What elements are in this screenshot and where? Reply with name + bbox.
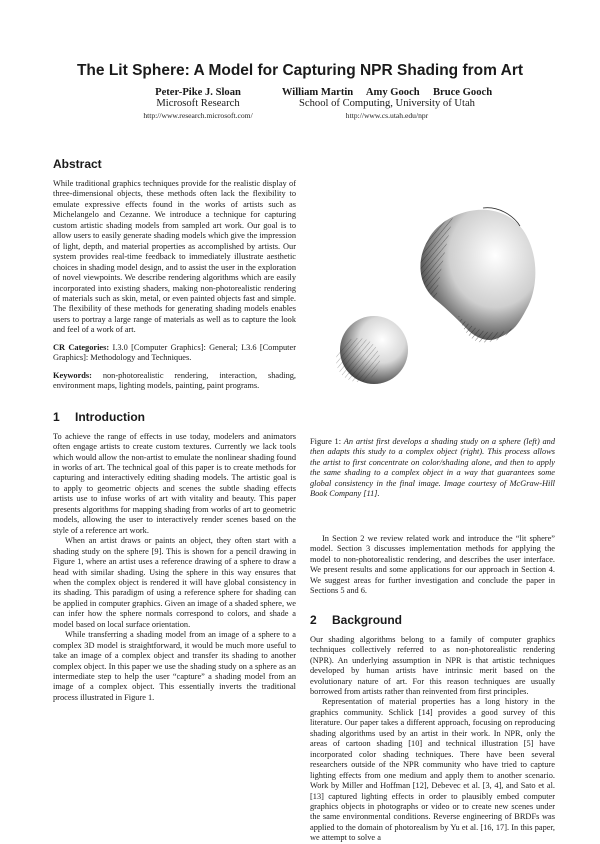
intro-paragraph-1: To achieve the range of effects in use today, modelers and animators often engage artists to create custom textures. Currently we lack tools which would allow the non-artist to emulate the nonlinear shading found in works of art. The technical goal of this paper is to create methods for capturing and interactively editing shading models. The artistic goal is to apply to geometric objects and scenes the subtle shading effects artists use to infuse works of art with vitality and beauty. This paper presents algorithms for mapping shading from works of art to geometric models, allowing the user to interactively render scenes based on the style of a reference art work. — [53, 431, 296, 535]
section-overview — [310, 534, 555, 597]
keywords-label: Keywords: — [53, 370, 92, 380]
sphere-shadow — [336, 338, 380, 382]
right-column — [310, 437, 555, 500]
figure-1-image — [308, 160, 558, 430]
overview-paragraph: In Section 2 we review related work and introduce the “lit sphere” model. Section 3 discusses implementation methods for applying the model to non-photorealistic rendering, and describes the user interface. We present results and some applications for our approach in Section 4. We suggest areas for further investigation and conclude the paper in Sections 5 and 6. — [310, 534, 555, 596]
background-title: Background — [332, 612, 403, 627]
intro-number: 1 — [53, 409, 60, 424]
url-left: http://www.research.microsoft.com/ — [143, 111, 253, 120]
author-block-right — [272, 87, 502, 120]
background-number: 2 — [310, 612, 317, 627]
abstract-paragraph: While traditional graphics techniques provide for the realistic display of three-dimensional objects, these methods often lack the flexibility to emulate expressive effects found in the works of artists such as Michelangelo and Cezanne. We introduce a technique for capturing custom artistic shading models from sampled art work. Our goal is to allow users to easily generate shading models which give the impression of light, depth, and material properties as accomplished by artists. Our system provides real-time feedback to immediately illustrate aesthetic choices in shading model design, and to assist the user in the exploration of novel viewpoints. We describe rendering algorithms which are easily incorporated into existing shaders, making non-photorealistic rendering of materials such as skin, metal, or even painted objects fast and simple. The flexibility of these methods for generating shading models enables users to portray a large range of materials as well as to capture the look and feel of a work of art. — [53, 179, 296, 335]
right-column-body — [310, 534, 555, 844]
abstract-text — [53, 179, 296, 392]
cr-categories — [53, 343, 296, 364]
cr-text: I.3.0 [Computer Graphics]: General; I.3.6 [Computer Graphics]: Methodology and Techniques. — [53, 342, 296, 363]
keywords-text: non-photorealistic rendering, interaction, shading, environment maps, lighting models, painting, paint programs. — [53, 370, 296, 391]
figure-caption-text: An artist first develops a shading study on a sphere (left) and then adapts this study to a complex object (right). This process allows the artist to first concentrate on color/shading alone, and then to apply the same shading to a complex object in a way that guarantees some global consistency in the final image. Image courtesy of McGraw-Hill Book Company [11]. — [310, 437, 555, 499]
background-heading — [310, 613, 555, 627]
background-paragraph-2: Representation of material properties has a long history in the graphics community. Schlick [14] provides a good survey of this literature. Our paper takes a different approach, focusing on reproducing shading algorithms used by an artist in their work. In NPR, only the areas of cartoon shading [10] and technical illustration [5] have incorporated color shading techniques. There have been several researchers outside of the NPR community who have tried to capture lighting effects from one medium and apply them to another scenario. Work by Miller and Hoffman [12], Debevec et al. [3, 4], and Sato et al. [13] captured lighting effects in order to plausibly embed computer graphics objects in photographs or video or to create new scenes under the same environmental conditions. Reverse engineering of BRDFs was applied to the domain of photorealism by Yu et al. [16, 17]. In this paper, we attempt to solve a — [310, 697, 555, 843]
pencil-drawing-illustration — [308, 160, 558, 430]
author-names-left: Peter-Pike J. Sloan — [155, 87, 241, 98]
left-column — [53, 157, 296, 703]
background-body — [310, 635, 555, 844]
author-names-right: William Martin Amy Gooch Bruce Gooch — [281, 87, 493, 98]
figure-1-caption — [310, 437, 555, 500]
affiliation-left: Microsoft Research — [156, 98, 240, 109]
figure-label: Figure 1: — [310, 437, 342, 446]
affiliation-right: School of Computing, University of Utah — [299, 98, 475, 109]
background-paragraph-1: Our shading algorithms belong to a family of computer graphics techniques collectively referred to as non-photorealistic rendering (NPR). An underlying assumption in NPR is that artistic techniques developed by human artists have intrinsic merit based on the evolutionary nature of art. For this reason techniques are usually borrowed from artists rather than reinvented from first principles. — [310, 634, 555, 696]
intro-body — [53, 432, 296, 704]
intro-paragraph-3: While transferring a shading model from an image of a sphere to a complex 3D model is straightforward, it would be much more useful to take an image of a complex object and transfer its shading to another complex object. In this paper we use the shading study on a sphere as an intermediate step to help the user “capture” a shading model from an image of a complex object. This essentially inverts the traditional process illustrated in Figure 1. — [53, 630, 296, 702]
author-block-left — [118, 87, 278, 120]
cr-label: CR Categories: — [53, 342, 110, 352]
url-right: http://www.cs.utah.edu/npr — [345, 111, 429, 120]
intro-title: Introduction — [75, 409, 145, 424]
keywords — [53, 371, 296, 392]
abstract-heading: Abstract — [53, 157, 102, 171]
paper-title: The Lit Sphere: A Model for Capturing NPR Shading from Art — [76, 62, 524, 79]
intro-heading — [53, 410, 296, 424]
intro-paragraph-2: When an artist draws or paints an object, they often start with a shading study on the sphere [9]. This is shown for a pencil drawing in Figure 1, where an artist uses a reference drawing of a sphere to draw a head with similar shading. Using the sphere in this way ensures that when the complex object is rendered it will have global consistency in its shading. This paradigm of using a reference sphere for shading can be applied in computer graphics. Given an image of a shaded sphere, we can infer how the sphere normals correspond to colors, and shade a model based on local surface orientation. — [53, 536, 296, 629]
